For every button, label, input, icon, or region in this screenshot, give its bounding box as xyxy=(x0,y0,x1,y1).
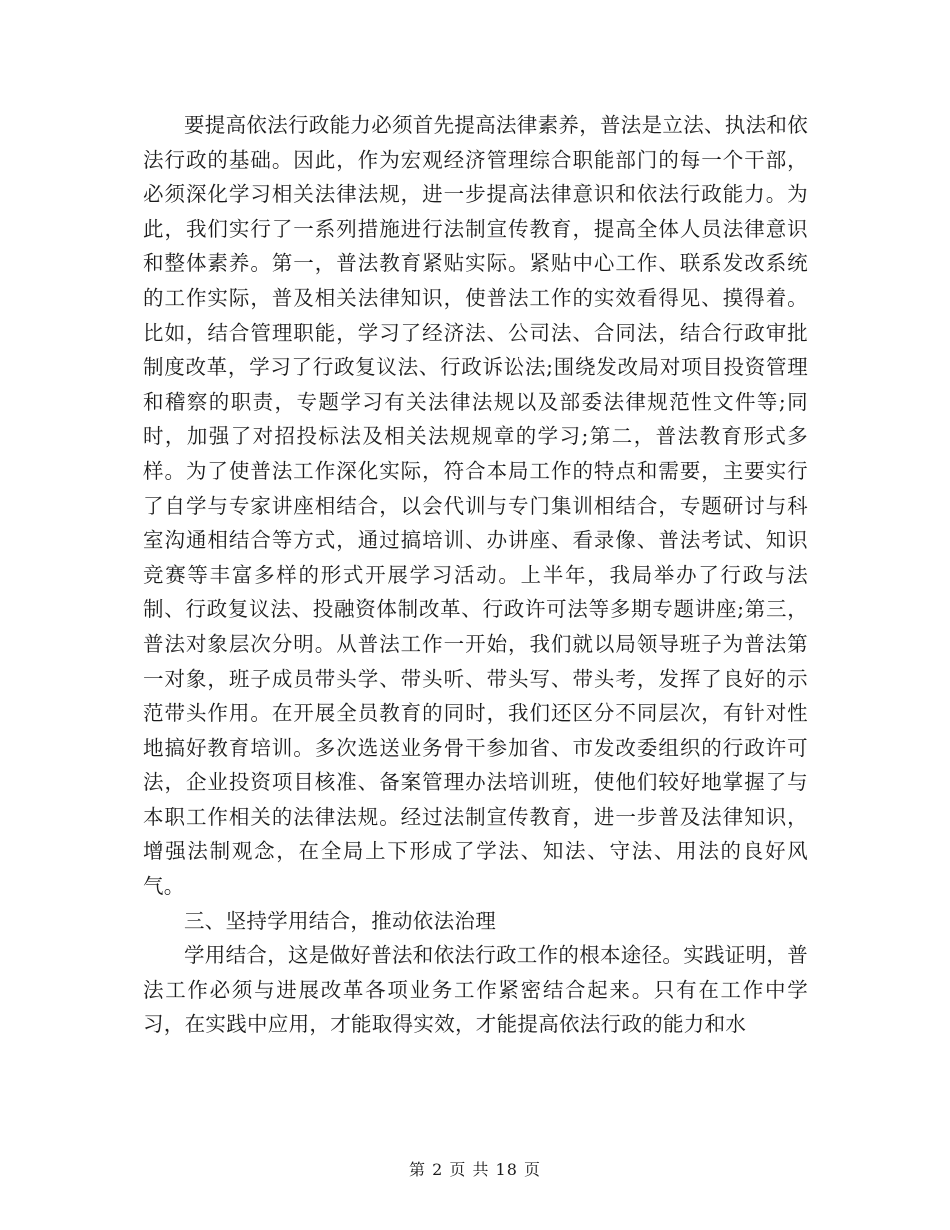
body-paragraph-1: 要提高依法行政能力必须首先提高法律素养，普法是立法、执法和依法行政的基础。因此，作为宏观经济管理综合职能部门的每一个干部，必须深化学习相关法律法规，进一步提高法律意识和依法行政能力。为此，我们实行了一系列措施进行法制宣传教育，提高全体人员法律意识和整体素养。第一，普法教育紧贴实际。紧贴中心工作、联系发改系统的工作实际，普及相关法律知识，使普法工作的实效看得见、摸得着。比如，结合管理职能，学习了经济法、公司法、合同法，结合行政审批制度改革，学习了行政复议法、行政诉讼法;围绕发改局对项目投资管理和稽察的职责，专题学习有关法律法规以及部委法律规范性文件等;同时，加强了对招投标法及相关法规规章的学习;第二，普法教育形式多样。为了使普法工作深化实际，符合本局工作的特点和需要，主要实行了自学与专家讲座相结合，以会代训与专门集训相结合，专题研讨与科室沟通相结合等方式，通过搞培训、办讲座、看录像、普法考试、知识竞赛等丰富多样的形式开展学习活动。上半年，我局举办了行政与法制、行政复议法、投融资体制改革、行政许可法等多期专题讲座;第三，普法对象层次分明。从普法工作一开始，我们就以局领导班子为普法第一对象，班子成员带头学、带头听、带头写、带头考，发挥了良好的示范带头作用。在开展全员教育的同时，我们还区分不同层次，有针对性地搞好教育培训。多次选送业务骨干参加省、市发改委组织的行政许可法，企业投资项目核准、备案管理办法培训班，使他们较好地掌握了与本职工作相关的法律法规。经过法制宣传教育，进一步普及法律知识，增强法制观念，在全局上下形成了学法、知法、守法、用法的良好风气。 xyxy=(143,113,808,899)
document-body xyxy=(143,108,808,1042)
section-heading: 三、坚持学用结合，推动依法治理 xyxy=(184,908,496,933)
page-footer xyxy=(0,1157,950,1180)
page-number-label: 第 2 页 共 18 页 xyxy=(409,1160,541,1179)
body-paragraph-2: 学用结合，这是做好普法和依法行政工作的根本途径。实践证明，普法工作必须与进展改革各项业务工作紧密结合起来。只有在工作中学习，在实践中应用，才能取得实效，才能提高依法行政的能力和水 xyxy=(143,943,808,1037)
